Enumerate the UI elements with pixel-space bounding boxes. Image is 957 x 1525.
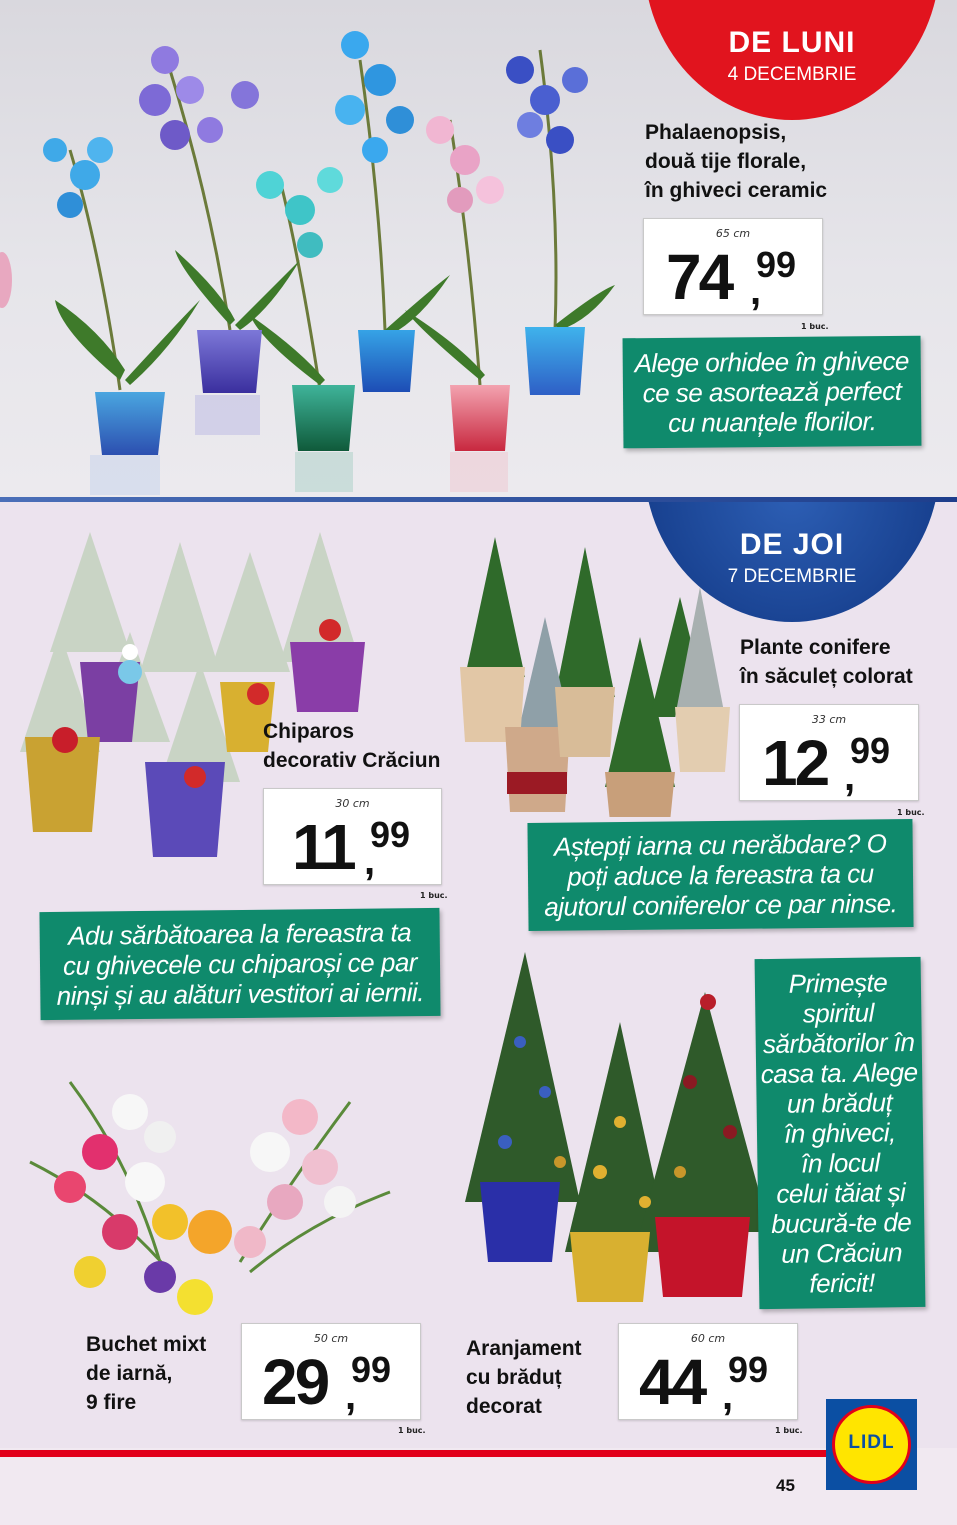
- product-title-chiparos: Chiparos decorativ Crăciun: [263, 720, 441, 772]
- decorated-trees-image: [450, 942, 780, 1332]
- price-comma: ,: [844, 755, 856, 799]
- badge-date: 4 DECEMBRIE: [727, 64, 857, 85]
- product-title-phalaenopsis: Phalaenopsis, două tije florale, în ghiveci ceramic: [645, 121, 828, 202]
- price-comma: ,: [364, 839, 376, 883]
- price-tag-chiparos: [263, 788, 442, 885]
- conifer-tip-note: Aștepți iarna cu nerăbdare? O poți aduce la fereastra ta cu ajutorul coniferelor ce par ninse.: [527, 819, 913, 931]
- orchid-pots-image: [0, 0, 620, 497]
- unit-label: 1 buc.: [420, 891, 448, 900]
- page-footer: [0, 1448, 957, 1525]
- orchid-tip-note: Alege orhidee în ghivece ce se asortează perfect cu nuanțele florilor.: [623, 336, 922, 449]
- unit-label: 1 buc.: [775, 1426, 803, 1435]
- badge-date: 7 DECEMBRIE: [727, 566, 857, 587]
- price-main: 74: [666, 241, 732, 313]
- unit-label: 1 buc.: [398, 1426, 426, 1435]
- price-tag-conifere: [739, 704, 919, 801]
- product-title-aranjament: Aranjament cu brăduț decorat: [466, 1337, 582, 1418]
- price-cents: 99: [351, 1349, 392, 1390]
- badge-day: DE LUNI: [728, 26, 856, 59]
- price-cents: 99: [756, 244, 797, 285]
- price-main: 11: [292, 811, 354, 883]
- lidl-logo: [826, 1399, 917, 1490]
- size-label: 60 cm: [690, 1332, 726, 1345]
- unit-label: 1 buc.: [801, 322, 829, 331]
- price-main: 44: [639, 1346, 705, 1418]
- size-label: 50 cm: [313, 1332, 349, 1345]
- price-cents: 99: [728, 1349, 769, 1390]
- size-label: 33 cm: [811, 713, 847, 726]
- page-number: 45: [776, 1476, 795, 1495]
- winter-bouquet-image: [10, 1042, 410, 1332]
- logo-text: LIDL: [848, 1432, 895, 1453]
- size-label: 30 cm: [335, 797, 370, 810]
- badge-day: DE JOI: [739, 528, 845, 561]
- price-tag-buchet: [241, 1323, 421, 1420]
- price-cents: 99: [370, 814, 411, 855]
- cypress-tip-note: Adu sărbătoarea la fereastra ta cu ghivecele cu chiparoși ce par ninși și au alături vestitori ai iernii.: [39, 908, 440, 1020]
- orchid-section: [0, 0, 957, 497]
- christmas-plants-section: [0, 502, 957, 1448]
- product-title-conifere: Plante conifere în săculeț colorat: [740, 636, 913, 688]
- tree-tip-note: Primește spiritul sărbătorilor în casa ta. Alege un brăduț în ghiveci, în locul celui tăiat și bucură-te de un Crăciun fericit!: [755, 957, 926, 1309]
- size-label: 65 cm: [715, 227, 751, 240]
- price-comma: ,: [750, 269, 762, 313]
- price-cents: 99: [850, 730, 891, 771]
- price-tag-phalaenopsis: [643, 218, 823, 315]
- price-tag-aranjament: [618, 1323, 798, 1420]
- unit-label: 1 buc.: [897, 808, 925, 817]
- price-main: 12: [762, 727, 828, 799]
- price-comma: ,: [345, 1374, 357, 1418]
- product-title-buchet: Buchet mixt de iarnă, 9 fire: [86, 1333, 207, 1414]
- price-main: 29: [262, 1346, 328, 1418]
- price-comma: ,: [722, 1374, 734, 1418]
- monday-badge: [644, 0, 940, 120]
- footer-red-line: [0, 1450, 826, 1457]
